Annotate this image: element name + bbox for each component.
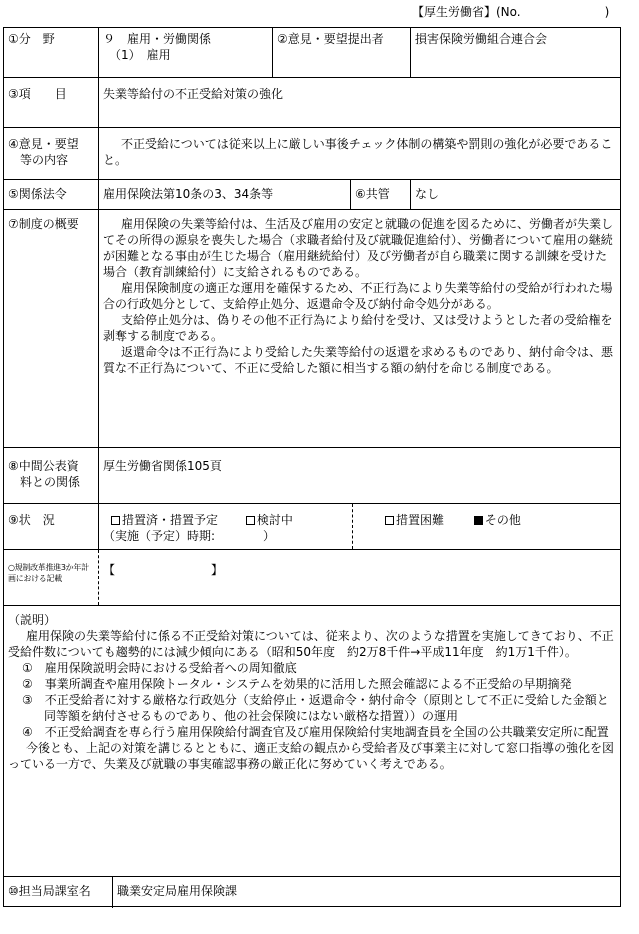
checkbox-under-review[interactable] [246,516,255,525]
status-options-left [98,504,352,549]
status-options-right [352,504,620,549]
status-label: ⑨状 況 [8,513,55,527]
joint-value: なし [410,180,620,209]
field-value-line1: ９ 雇用・労働関係 [103,32,212,46]
explanation-intro: 雇用保険の失業等給付に係る不正受給対策については、従来より、次のような措置を実施してきており、不正受給件数についても趨勢的には減少傾向にある（昭和50年度 約2万8千件→平成11年度 約1万1千件）。 [8,629,614,659]
request-content-value [98,128,620,179]
item-label: ③項 目 [8,87,67,101]
interim-report-label-line1: ⑧中間公表資 [8,459,79,473]
related-law-row [4,180,620,210]
interim-report-row [4,448,620,504]
field-row [4,28,620,78]
submitter-label: ②意見・要望提出者 [272,28,410,77]
department-row [4,877,620,908]
overview-paragraph: 支給停止処分は、偽りその他不正行為により給付を受け、又は受けようとした者の受給権を剥奪する制度である。 [103,313,613,343]
department-label: ⑩担当局課室名 [8,884,91,898]
system-overview-row [4,210,620,448]
explanation-item: ③ 不正受給者に対する厳格な行政処分（支給停止・返還命令・納付命令（原則として不正に受給した金額と同等額を納付させるものであり、他の社会保険にはない厳格な措置））の運用 [22,693,609,723]
request-content-row [4,128,620,180]
interim-report-label [4,448,98,503]
deregulation-plan-value: 【 】 [98,550,620,605]
field-label: ①分 野 [8,32,55,46]
checkbox-other[interactable] [474,516,483,525]
item-row [4,78,620,128]
system-overview-label: ⑦制度の概要 [8,217,79,231]
overview-paragraph: 返還命令は不正行為により受給した失業等給付の返還を求めるものであり、納付命令は、悪質な不正行為について、不正に受給した額に相当する額の納付を命じる制度である。 [103,345,614,375]
checkbox-difficult[interactable] [385,516,394,525]
joint-label: ⑥共管 [350,180,410,209]
checkbox-implemented[interactable] [111,516,120,525]
field-value [98,28,272,77]
request-content-label-line1: ④意見・要望 [8,137,79,151]
deregulation-plan-row [4,550,620,606]
option-under-review-label: 検討中 [256,513,293,527]
request-form-table [3,27,621,907]
interim-report-value: 厚生労働省関係105頁 [98,448,620,503]
status-row [4,504,620,550]
explanation-heading: （説明） [8,613,57,627]
related-law-value: 雇用保険法第10条の3、34条等 [98,180,350,209]
explanation-item: ④ 不正受給調査を専ら行う雇用保険給付調査官及び雇用保険給付実地調査員を全国の公共職業安定所に配置 [22,725,609,739]
explanation-item: ② 事業所調査や雇用保険トータル・システムを効果的に活用した照会確認による不正受給の早期摘発 [22,677,572,691]
overview-paragraph: 雇用保険の失業等給付は、生活及び雇用の安定と就職の促進を図るために、労働者が失業してその所得の源泉を喪失した場合（求職者給付及び就職促進給付）、労働者について雇用の継続が困難となる事由が生じた場合（雇用継続給付）及び労働者が自ら職業に関する訓練を受けた場合（教育訓練給付）に支給されるものである。 [103,217,614,279]
explanation-closing: 今後とも、上記の対策を講じるとともに、適正支給の観点から受給者及び事業主に対して窓口指導の強化を図っている一方で、失業及び就職の事実確認事務の厳正化に努めていく考えである。 [8,741,615,771]
option-other-label: その他 [484,513,521,527]
explanation-row [4,606,620,877]
deregulation-plan-label: ○規制改革推進3か年計画における記載 [8,563,89,583]
interim-report-label-line2: 料との関係 [20,475,81,489]
overview-paragraph: 雇用保険制度の適正な運用を確保するため、不正行為により失業等給付の受給が行われた場合の行政処分として、支給停止処分、返還命令及び納付命令処分がある。 [103,281,613,311]
department-value: 職業安定局雇用保険課 [112,877,620,908]
system-overview-value [98,210,620,447]
implementation-timing: （実施（予定）時期: ） [103,529,276,543]
request-content-text: 不正受給については従来以上に厳しい事後チェック体制の構築や罰則の強化が必要であること。 [103,137,613,167]
explanation-body [4,606,620,876]
related-law-label: ⑤関係法令 [8,187,67,201]
item-value: 失業等給付の不正受給対策の強化 [98,78,620,127]
ministry-header: 【厚生労働省】(No. ) [412,5,610,19]
option-implemented-label: 措置済・措置予定 [122,513,219,527]
explanation-item: ① 雇用保険説明会時における受給者への周知徹底 [22,661,297,675]
request-content-label-line2: 等の内容 [20,153,69,167]
field-value-line2: （1） 雇用 [109,48,171,62]
submitter-value: 損害保険労働組合連合会 [410,28,620,77]
request-content-label [4,128,98,179]
option-difficult-label: 措置困難 [396,513,445,527]
